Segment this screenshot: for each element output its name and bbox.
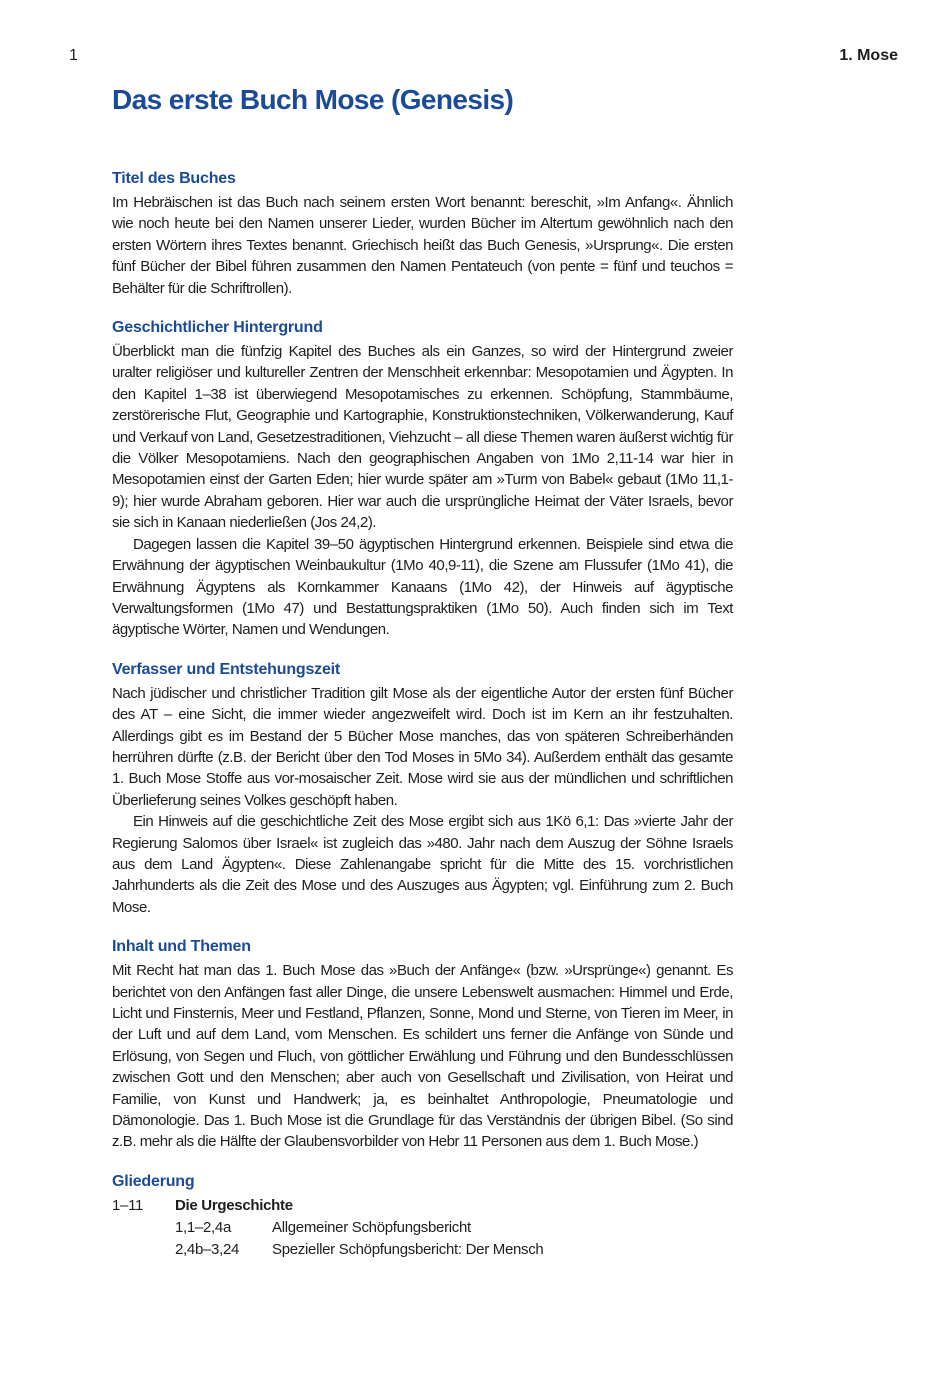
section-heading-verfasser: Verfasser und Entstehungszeit bbox=[112, 660, 341, 678]
paragraph-hintergrund-2: Dagegen lassen die Kapitel 39–50 ägyptischen Hintergrund erkennen. Beispiele sind etwa die Erwähnung der ägyptischen Weinbaukultur (1Mo 40,9-11), die Szene am Flussufer (1Mo 41), die Erwähnung Ägyptens als Kornkammer Kanaans (1Mo 42), der Hinweis auf ägyptische Verwaltungsformen (1Mo 47) und Bestattungspraktiken (1Mo 50). Auch finden sich im Text ägyptische Wörter, Namen und Wendungen. bbox=[112, 535, 733, 639]
outline-title: Allgemeiner Schöpfungsbericht bbox=[272, 1218, 471, 1236]
paragraph-hintergrund-1: Überblickt man die fünfzig Kapitel des Buches als ein Ganzes, so wird der Hintergrund zweier uralter religiöser und kultureller Zentren der Menschheit erkennbar: Mesopotamien und Ägypten. In den Kapitel 1–38 ist überwiegend Mesopotamisches zu erkennen. Schöpfung, Stammbäume, zerstörerische Flut, Geographie und Kartographie, Konstruktionstechniken, Völkerwanderung, Kauf und Verkauf von Land, Gesetzestraditionen, Viehzucht – all diese Themen waren äußerst wichtig für die Völker Mesopotamiens. Nach den geographischen Angaben von 1Mo 2,11-14 war hier in Mesopotamien einst der Garten Eden; hier wurde später am »Turm von Babel« gebaut (1Mo 11,1-9); hier wurde Abraham geboren. Hier war auch die ursprüngliche Heimat der Väter Israels, bevor sie sich in Kanaan niederließen (Jos 24,2). bbox=[112, 343, 733, 532]
page-number: 1 bbox=[69, 47, 78, 64]
section-heading-inhalt: Inhalt und Themen bbox=[112, 938, 251, 956]
outline-row bbox=[112, 1217, 733, 1239]
running-head: 1. Mose bbox=[839, 47, 898, 64]
outline-title: Die Urgeschichte bbox=[175, 1196, 293, 1214]
section-gliederung bbox=[112, 1171, 733, 1261]
section-heading-titel: Titel des Buches bbox=[112, 170, 236, 187]
outline-row bbox=[112, 1239, 733, 1261]
section-verfasser bbox=[112, 659, 733, 918]
outline-row bbox=[112, 1195, 733, 1217]
paragraph-verfasser-2: Ein Hinweis auf die geschichtliche Zeit des Mose ergibt sich aus 1Kö 6,1: Das »vierte Jahr der Regierung Salomos über Israel« ist zugleich das »480. Jahr nach dem Auszug der Söhne Israels aus dem Land Ägypten«. Diese Zahlenangabe spricht für die Mitte des 15. vorchristlichen Jahrhunderts als die Zeit des Mose und des Auszuges aus Ägypten; vgl. Einführung zum 2. Buch Mose. bbox=[112, 813, 733, 916]
outline-reference: 1–11 bbox=[112, 1196, 144, 1214]
main-content bbox=[112, 168, 733, 1279]
paragraph-verfasser-1: Nach jüdischer und christlicher Tradition gilt Mose als der eigentliche Autor der ersten fünf Bücher des AT – eine Sicht, die immer wieder angezweifelt wird. Doch ist im Kern an ihr festzuhalten. Allerdings gibt es im Bestand der 5 Bücher Mose manches, das von späteren Schreiberhänden herrühren dürfte (z.B. der Bericht über den Tod Moses in 5Mo 34). Außerdem enthält das gesamte 1. Buch Mose Stoffe aus vor-mosaischer Zeit. Mose wird sie aus der mündlichen und schriftlichen Überlieferung seines Volkes geschöpft haben. bbox=[112, 684, 733, 809]
page-title: Das erste Buch Mose (Genesis) bbox=[112, 84, 514, 115]
section-titel bbox=[112, 168, 733, 299]
paragraph-titel-1: Im Hebräischen ist das Buch nach seinem ersten Wort benannt: bereschit, »Im Anfang«. Ähnlich wie noch heute bei den Namen unserer Lieder, wurden Bücher im Altertum gewöhnlich nach den ersten Wörtern ihres Textes benannt. Griechisch heißt das Buch Genesis, »Ursprung«. Die ersten fünf Bücher der Bibel führen zusammen den Namen Pentateuch (von pente = fünf und teuchos = Behälter für die Schriftrollen). bbox=[112, 194, 733, 297]
outline-title: Spezieller Schöpfungsbericht: Der Mensch bbox=[272, 1240, 544, 1258]
paragraph-inhalt-1: Mit Recht hat man das 1. Buch Mose das »Buch der Anfänge« (bzw. »Ursprünge«) genannt. Es berichtet von den Anfängen fast aller Dinge, die unsere Lebenswelt ausmachen: Himmel und Erde, Licht und Finsternis, Meer und Festland, Pflanzen, Sonne, Mond und Sterne, von Tieren im Meer, in der Luft und auf dem Land, vom Menschen. Es schildert uns ferner die Anfänge von Sünde und Erlösung, von Segen und Fluch, von göttlicher Erwählung und Führung und den Bundesschlüssen zwischen Gott und den Menschen; aber auch von Gesellschaft und Zivilisation, von Heirat und Familie, von Kunst und Handwerk; ja, es beinhaltet Anthropologie, Pneumatologie und Dämonologie. Das 1. Buch Mose ist die Grundlage für das Verständnis der übrigen Bibel. (So sind z.B. mehr als die Hälfte der Glaubensvorbilder von Hebr 11 Personen aus dem 1. Buch Mose.) bbox=[112, 962, 733, 1151]
section-inhalt bbox=[112, 936, 733, 1153]
section-heading-gliederung: Gliederung bbox=[112, 1172, 195, 1190]
section-hintergrund bbox=[112, 317, 733, 641]
outline-reference: 2,4b–3,24 bbox=[175, 1240, 240, 1258]
outline-reference: 1,1–2,4a bbox=[175, 1218, 231, 1236]
section-heading-hintergrund: Geschichtlicher Hintergrund bbox=[112, 319, 323, 337]
